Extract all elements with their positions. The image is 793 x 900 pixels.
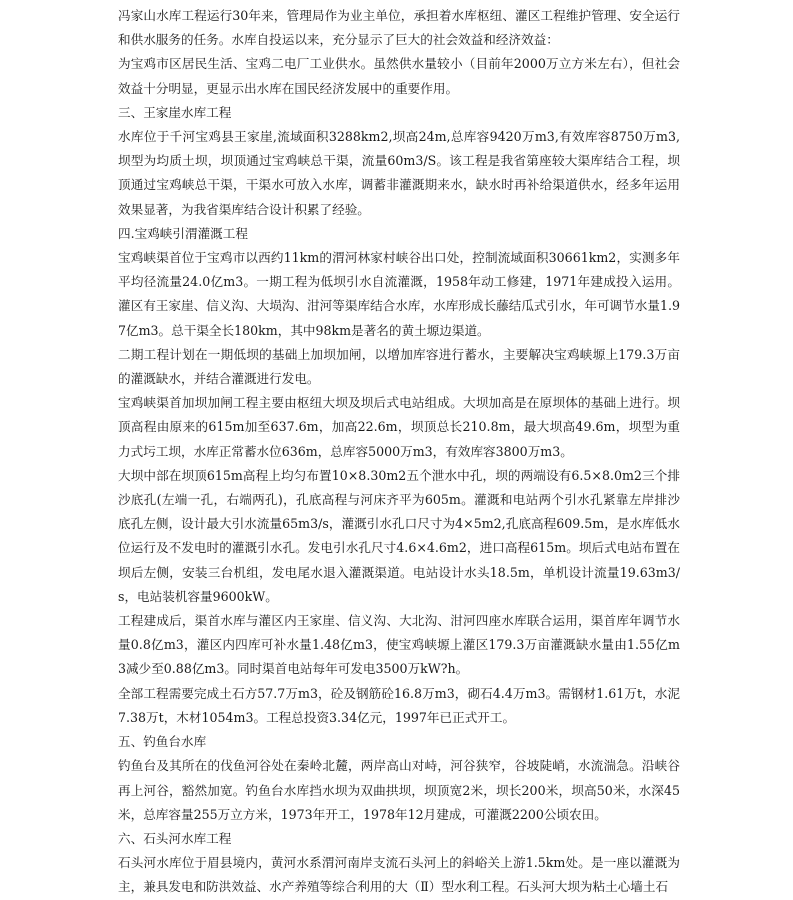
paragraph: 全部工程需要完成土石方57.7万m3，砼及钢筋砼16.8万m3，砌石4.4万m3。需钢材1.61万t，水泥7.38万t，木材1054m3。工程总投资3.34亿元，1997年已正式开工。 <box>118 685 680 725</box>
paragraph: 宝鸡峡渠首加坝加闸工程主要由枢纽大坝及坝后式电站组成。大坝加高是在原坝体的基础上进行。坝顶高程由原来的615m加至637.6m，加高22.6m，坝顶总长210.8m，最大坝高49.6m，坝型为重力式圬工坝，水库正常蓄水位636m，总库容5000万m3，有效库容3800万m3。 <box>118 395 680 459</box>
paragraph: 水库位于千河宝鸡县王家崖,流域面积3288km2,坝高24m,总库容9420万m3,有效库容8750万m3,坝型为均质土坝，坝顶通过宝鸡峡总干渠，流量60m3/S。该工程是我省第座较大渠库结合工程，坝顶通过宝鸡峡总干渠，干渠水可放入水库，调蓄非灌溉期来水，缺水时再补给渠道供水，经多年运用效果显著，为我省渠库结合设计积累了经验。 <box>118 129 680 217</box>
paragraph: 冯家山水库工程运行30年来，管理局作为业主单位，承担着水库枢纽、灌区工程维护管理、安全运行和供水服务的任务。水库自投运以来，充分显示了巨大的社会效益和经济效益： <box>118 8 680 48</box>
paragraph: 钓鱼台及其所在的伐鱼河谷处在秦岭北麓，两岸高山对峙，河谷狭窄，谷坡陡峭，水流湍急。沿峡谷再上河谷，豁然加宽。钓鱼台水库挡水坝为双曲拱坝，坝顶宽2米，坝长200米，坝高50米，水深45米，总库容量255万立方米，1973年开工，1978年12月建成，可灌溉2200公顷农田。 <box>118 758 680 822</box>
paragraph: 二期工程计划在一期低坝的基础上加坝加闸，以增加库容进行蓄水，主要解决宝鸡峡塬上179.3万亩的灌溉缺水，并结合灌溉进行发电。 <box>118 346 680 387</box>
section-heading: 三、王家崖水库工程 <box>118 104 232 120</box>
section-heading: 四.宝鸡峡引渭灌溉工程 <box>118 225 248 241</box>
paragraph: 大坝中部在坝顶615m高程上均匀布置10×8.30m2五个泄水中孔，坝的两端设有6.5×8.0m2三个排沙底孔(左端一孔，右端两孔)，孔底高程与河床齐平为605m。灌溉和电站两个引水孔紧靠左岸排沙底孔左侧，设计最大引水流量65m3/s，灌溉引水孔口尺寸为4×5m2,孔底高程609.5m，是水库低水位运行及不发电时的灌溉引水孔。发电引水孔尺寸4.6×4.6m2，进口高程615m。坝后式电站布置在坝后左侧，安装三台机组，发电尾水退入灌溉渠道。电站设计水头18.5m，单机设计流量19.63m3/s，电站装机容量9600kW。 <box>118 467 680 604</box>
paragraph: 石头河水库位于眉县境内，黄河水系渭河南岸支流石头河上的斜峪关上游1.5km处。是一座以灌溉为主，兼具发电和防洪效益、水产养殖等综合利用的大（Ⅱ）型水利工程。石头河大坝为粘土心墙土石 <box>118 855 680 895</box>
paragraph: 宝鸡峡渠首位于宝鸡市以西约11km的渭河林家村峡谷出口处，控制流域面积30661km2，实测多年平均径流量24.0亿m3。一期工程为低坝引水自流灌溉，1958年动工修建，1971年建成投入运用。灌区有王家崖、信义沟、大埙沟、泔河等渠库结合水库，水库形成长藤结瓜式引水，年可调节水量1.97亿m3。总干渠全长180km，其中98km是著名的黄土塬边渠道。 <box>118 250 680 338</box>
paragraph: 为宝鸡市区居民生活、宝鸡二电厂工业供水。虽然供水量较小（目前年2000万立方米左右），但社会效益十分明显，更显示出水库在国民经济发展中的重要作用。 <box>118 56 680 96</box>
document-page <box>118 4 680 900</box>
paragraph: 工程建成后，渠首水库与灌区内王家崖、信义沟、大北沟、泔河四座水库联合运用，渠首库年调节水量0.8亿m3，灌区内四库可补水量1.48亿m3，使宝鸡峡塬上灌区179.3万亩灌溉缺水量由1.55亿m3减少至0.88亿m3。同时渠首电站每年可发电3500万kW?h。 <box>118 613 680 677</box>
section-heading: 六、石头河水库工程 <box>118 830 232 846</box>
section-heading: 五、钓鱼台水库 <box>118 734 207 750</box>
